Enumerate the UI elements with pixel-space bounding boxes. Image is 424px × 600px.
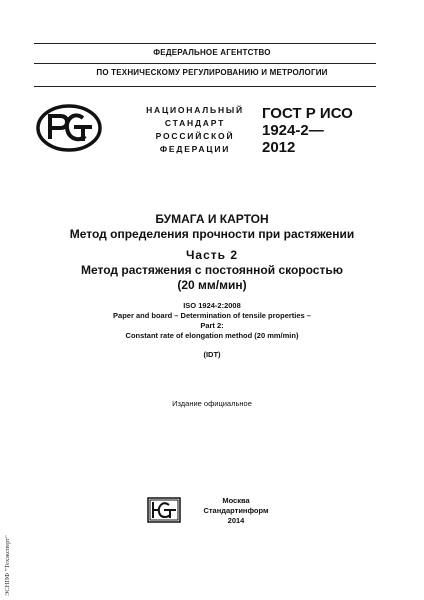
gost-line-3: 2012 (262, 139, 296, 156)
document-title: БУМАГА И КАРТОН (155, 212, 269, 226)
document-subtitle: Метод определения прочности при растяжении (69, 227, 355, 241)
publisher-block (196, 496, 276, 526)
part-title-line-1: Метод растяжения с постоянной скоростью (81, 263, 343, 277)
iso-title-line-2: Part 2: (200, 321, 224, 330)
gost-line-1: ГОСТ Р ИСО (262, 105, 353, 122)
agency-line-2: ПО ТЕХНИЧЕСКОМУ РЕГУЛИРОВАНИЮ И МЕТРОЛОГИИ (96, 68, 328, 77)
iso-title-line-1: Paper and board – Determination of tensile properties – (113, 311, 311, 320)
header-top-rule (34, 43, 376, 44)
standartinform-icon (147, 497, 181, 523)
publisher-year: 2014 (227, 516, 245, 525)
header-bottom-rule (34, 86, 376, 87)
header-middle-rule (34, 63, 376, 64)
national-line-4: ФЕДЕРАЦИИ (159, 144, 231, 154)
publisher-city: Москва (222, 496, 250, 505)
side-stamp: ЭСНПФ "Техэксперт" (4, 535, 11, 596)
idt-label: (IDT) (203, 350, 221, 359)
edition-label: Издание официальное (172, 399, 252, 408)
national-line-1: НАЦИОНАЛЬНЫЙ (146, 105, 244, 115)
agency-line-1: ФЕДЕРАЛЬНОЕ АГЕНТСТВО (153, 48, 271, 57)
rst-certification-icon (36, 104, 102, 152)
gost-line-2: 1924-2— (262, 122, 324, 139)
national-line-3: РОССИЙСКОЙ (155, 131, 235, 141)
part-number: Часть 2 (185, 248, 239, 262)
iso-number: ISO 1924-2:2008 (183, 301, 241, 310)
national-standard-label (140, 104, 250, 156)
national-line-2: СТАНДАРТ (164, 118, 226, 128)
publisher-name: Стандартинформ (203, 506, 269, 515)
iso-title-line-3: Constant rate of elongation method (20 mm/min) (125, 331, 299, 340)
gost-designation (262, 105, 353, 156)
part-title-line-2: (20 мм/мин) (177, 278, 247, 292)
